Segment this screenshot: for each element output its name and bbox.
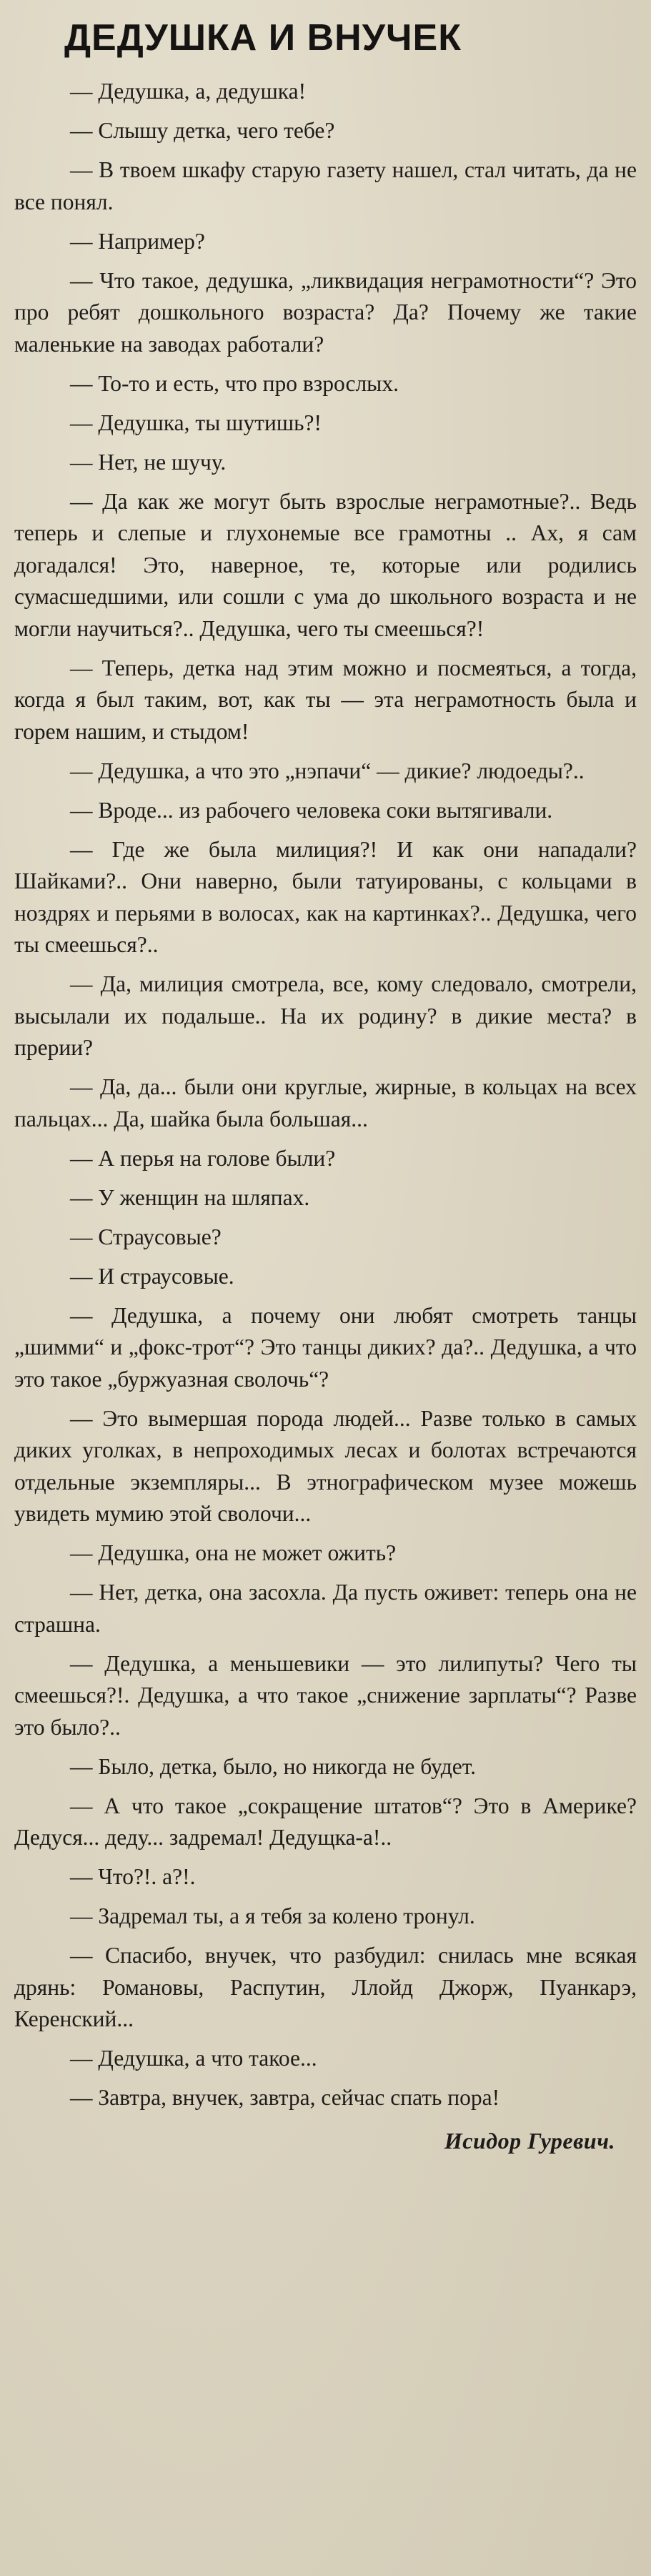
dialogue-paragraph: — Слышу детка, чего тебе? xyxy=(70,118,335,143)
dialogue-paragraph: — Теперь, детка над этим можно и посмеяться, а тогда, когда я был таким, вот, как ты — эта неграмотность была и горем нашим, и стыдом! xyxy=(14,655,637,744)
dialogue-paragraph: — То-то и есть, что про взрослых. xyxy=(70,370,399,396)
dialogue-paragraph: — Это вымершая порода людей... Разве только в самых диких уголках, в непроходимых лесах и болотах встречаются отдельные экземпляры... В этнографическом музее можешь увидеть мумию этой сволочи... xyxy=(14,1405,637,1526)
dialogue-paragraph: — Дедушка, а что это „нэпачи“ — дикие? людоеды?.. xyxy=(70,758,585,783)
dialogue-paragraph: — Что?!. а?!. xyxy=(70,1864,196,1889)
dialogue-paragraph: — Дедушка, а почему они любят смотреть танцы „шимми“ и „фокс-трот“? Это танцы диких? да?.. Дедушка, а что это такое „буржуазная сволочь“? xyxy=(14,1302,637,1392)
dialogue-paragraph: — Было, детка, было, но никогда не будет. xyxy=(70,1753,477,1779)
dialogue-paragraph: — У женщин на шляпах. xyxy=(70,1184,310,1210)
dialogue-paragraph: — Задремал ты, а я тебя за колено тронул. xyxy=(70,1903,475,1928)
author-signature: Исидор Гуревич. xyxy=(444,2127,615,2154)
dialogue-paragraph: — А перья на голове были? xyxy=(70,1145,336,1171)
dialogue-paragraph: — Дедушка, она не может ожить? xyxy=(70,1540,397,1565)
dialogue-paragraph: — А что такое „сокращение штатов“? Это в Америке? Дедуся... деду... задремал! Дедущка-а!.. xyxy=(14,1793,637,1850)
dialogue-paragraph: — Например? xyxy=(70,228,205,254)
dialogue-paragraph: — Спасибо, внучек, что разбудил: снилась мне всякая дрянь: Романовы, Распутин, Ллойд Джорж, Пуанкарэ, Керенский... xyxy=(14,1943,637,2031)
dialogue-paragraph: — Да, да... были они круглые, жирные, в кольцах на всех пальцах... Да, шайка была большая... xyxy=(14,1074,637,1131)
dialogue-paragraph: — Где же была милиция?! И как они нападали? Шайками?.. Они наверно, были татуированы, с кольцами в ноздрях и перьями в волосах, как на картинках?.. Дедушка, чего ты смеешься?.. xyxy=(14,836,637,957)
dialogue-paragraph: — Вроде... из рабочего человека соки вытягивали. xyxy=(70,797,553,823)
article-title: ДЕДУШКА И ВНУЧЕК xyxy=(64,17,462,59)
dialogue-paragraph: — Да как же могут быть взрослые неграмотные?.. Ведь теперь и слепые и глухонемые все грамотны .. Ах, я сам догадался! Это, наверное, те, которые или родились сумасшедшими, или сошли с ума до школьного возраста и не могли научиться?.. Дедушка, чего ты смеешься?! xyxy=(14,488,637,641)
dialogue-paragraph: — Страусовые? xyxy=(70,1224,222,1249)
dialogue-paragraph: — Дедушка, а меньшевики — это лилипуты? Чего ты смеешься?!. Дедушка, а что такое „снижение зарплаты“? Разве это было?.. xyxy=(14,1650,637,1740)
dialogue-paragraph: — Дедушка, а что такое... xyxy=(70,2046,317,2071)
dialogue-paragraph: — Дедушка, ты шутишь?! xyxy=(70,410,322,435)
article-body xyxy=(14,76,637,2114)
dialogue-paragraph: — И страусовые. xyxy=(70,1263,234,1289)
dialogue-paragraph: — Нет, не шучу. xyxy=(70,449,227,475)
dialogue-paragraph: — Завтра, внучек, завтра, сейчас спать пора! xyxy=(70,2085,500,2110)
dialogue-paragraph: — Дедушка, а, дедушка! xyxy=(70,79,307,104)
dialogue-paragraph: — Нет, детка, она засохла. Да пусть оживет: теперь она не страшна. xyxy=(14,1580,637,1637)
dialogue-paragraph: — Да, милиция смотрела, все, кому следовало, смотрели, высылали их подальше.. На их родину? в дикие места? в прерии? xyxy=(14,971,637,1060)
dialogue-paragraph: — В твоем шкафу старую газету нашел, стал читать, да не все понял. xyxy=(14,157,637,214)
dialogue-paragraph: — Что такое, дедушка, „ликвидация неграмотности“? Это про ребят дошкольного возраста? Да? Почему же такие маленькие на заводах работали? xyxy=(14,267,637,357)
